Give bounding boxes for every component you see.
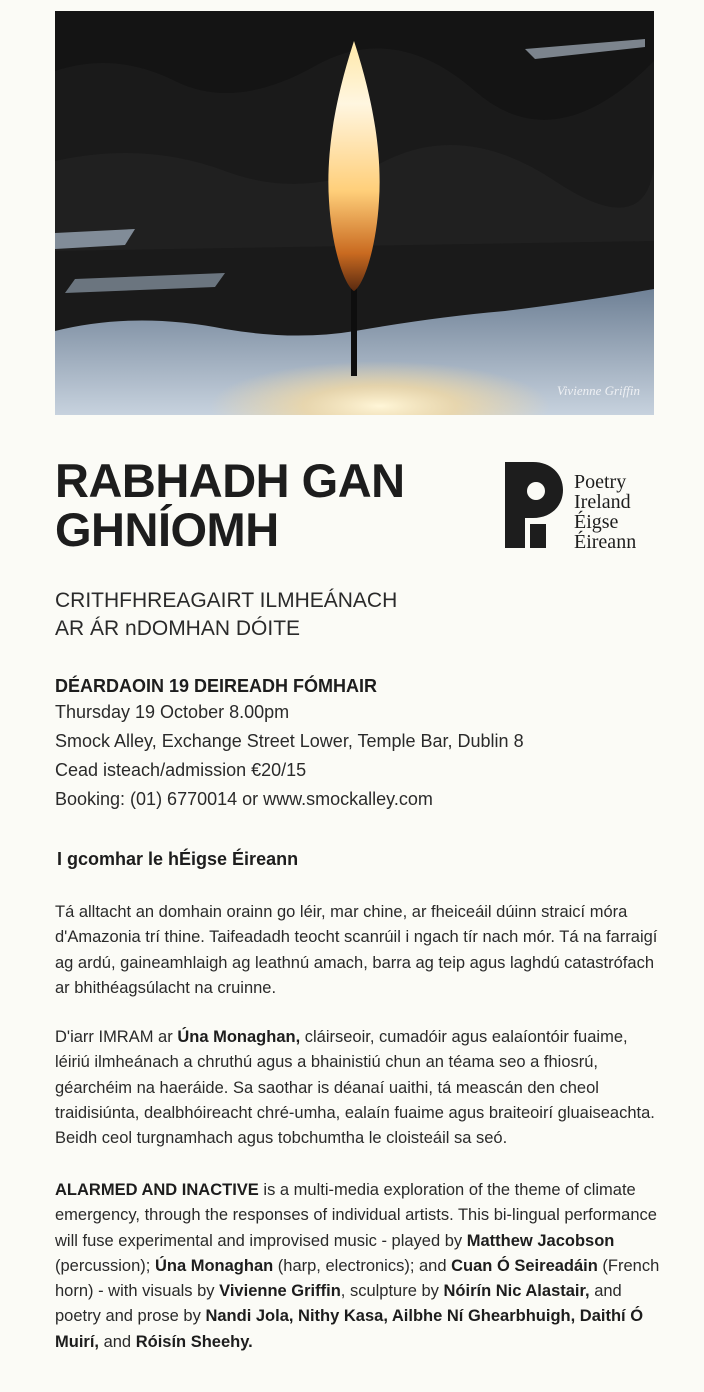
event-venue: Smock Alley, Exchange Street Lower, Temple Bar, Dublin 8: [55, 731, 524, 751]
text-span: (harp, electronics); and: [273, 1256, 452, 1275]
text-span: cláirseoir, cumadóir agus ealaíontóir fuaime, léiriú ilmheánach a chruthú agus a bhainistiú chun an téama seo a fhiosrú, géarchéim na haeráide. Sa saothar is déanaí uaithi, tá meascán den cheol traidisiúnta, dealbhóireacht chré-umha, ealaín fuaime agus braiteoirí gluaiseachta. Beidh ceol turgnamhach agus tobchumtha le cloisteáil sa seó.: [55, 1028, 655, 1148]
poetry-ireland-p-icon: [505, 462, 565, 550]
logo-wordmark: [574, 472, 636, 552]
candle-illustration: [55, 11, 654, 415]
subtitle-line-2: AR ÁR nDOMHAN DÓITE: [55, 617, 301, 640]
logo-line-4: Éireann: [574, 531, 637, 553]
text-span: and: [99, 1332, 136, 1351]
hero-image: [55, 11, 654, 415]
subtitle: [55, 587, 397, 643]
text-span: and poetry and prose by: [55, 1282, 622, 1326]
event-admission: Cead isteach/admission €20/15: [55, 760, 307, 780]
artist-name: Róisín Sheehy.: [135, 1332, 253, 1351]
partner-heading: I gcomhar le hÉigse Éireann: [57, 849, 299, 869]
artist-name: Vivienne Griffin: [219, 1282, 341, 1301]
photo-credit: Vivienne Griffin: [556, 383, 640, 398]
artist-name: Matthew Jacobson: [466, 1231, 615, 1250]
artist-name: Nandi Jola, Nithy Kasa, Ailbhe Ní Ghearbhuigh, Daithí Ó Muirí,: [55, 1307, 644, 1351]
event-booking: Booking: (01) 6770014 or www.smockalley.com: [55, 789, 433, 809]
title-line-1: RABHADH GAN: [55, 454, 405, 507]
paragraph-irish-intro: Tá alltacht an domhain orainn go léir, mar chine, ar fheiceáil dúinn straicí móra d'Amazonia trí thine. Taifeadadh teocht scanrúil i ngach tír nach mór. Tá na farraigí ag ardú, gaineamhlaigh ag leathnú amach, barra ag teip agus laghdú catastrófach ar bhithéagsúlacht na cruinne.: [55, 903, 658, 997]
logo-line-2: Ireland: [574, 491, 631, 513]
paragraph-english: [55, 1178, 665, 1355]
irish-date-heading: DÉARDAOIN 19 DEIREADH FÓMHAIR: [55, 676, 378, 696]
subtitle-line-1: CRITHFHREAGAIRT ILMHEÁNACH: [55, 589, 398, 612]
artist-name: Nóirín Nic Alastair,: [443, 1282, 590, 1301]
text-span: is a multi-media exploration of the theme of climate emergency, through the responses of individual artists. This bi-lingual performance will fuse experimental and improvised music - played by: [55, 1181, 657, 1250]
poetry-ireland-logo[interactable]: [505, 462, 665, 552]
text-span: (French horn) - with visuals by: [55, 1256, 660, 1301]
event-info: [55, 674, 655, 814]
artist-name: Úna Monaghan: [154, 1256, 274, 1275]
text-span: , sculpture by: [340, 1282, 444, 1301]
logo-line-3: Éigse: [574, 511, 619, 533]
logo-line-1: Poetry: [574, 471, 627, 493]
event-title-english: ALARMED AND INACTIVE: [55, 1181, 259, 1199]
artist-name: Cuan Ó Seireadáin: [451, 1256, 598, 1275]
artist-name: Úna Monaghan,: [177, 1028, 301, 1046]
text-span: (percussion);: [55, 1256, 155, 1275]
page-title: [55, 456, 475, 554]
text-span: D'iarr IMRAM ar: [55, 1028, 178, 1046]
event-date: Thursday 19 October 8.00pm: [55, 702, 290, 722]
paragraph-irish-imram: [55, 1025, 665, 1151]
title-line-2: GHNÍOMH: [55, 503, 279, 556]
